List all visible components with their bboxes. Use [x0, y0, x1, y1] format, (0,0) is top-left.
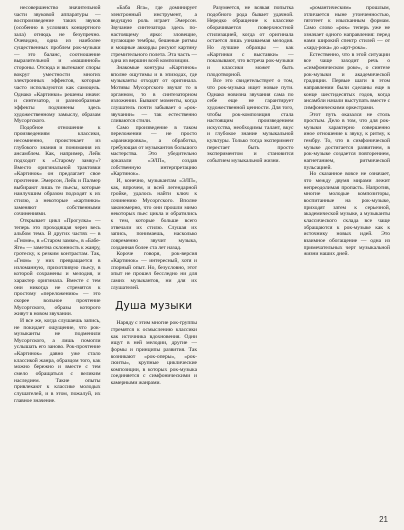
article-column-4 — [304, 5, 391, 507]
paragraph: Естественно, что в этой ситуации все чаще заходит речь о «симфоническом роке», о синтезе рок-музыки и академической традиции. Первые шаги в этом направлении были сделаны еще в конце шестидесятых годов, когда ансамбли начали выступать вместе с симфоническими оркестрами. — [303, 51, 390, 111]
article-column-3 — [207, 5, 294, 507]
paragraph: Но сказанное вовсе не означает, что между двумя мирами лежит непреодолимая пропасть. Напротив, многие молодые композиторы, воспитанные на рок-музыке, приходят затем к серьезной, академической музыке, а музыканты классического склада все чаще обращаются к рок-музыке как к источнику новых идей. Это взаимное обогащение — одна из примечательных черт музыкальной жизни наших дней. — [303, 171, 390, 258]
article-column-1 — [14, 5, 101, 507]
paragraph: Подобное отношение к произведениям классики, несомненно, проистекает из глубокого знания и понимания их ансамблем. Как, например, Лейк подходит к «Старому замку»? Вместо оригинальной трактовки «Картинок» он предлагает свое прочтение. Эмерсон, Лейк и Палмер выбирают лишь те пьесы, которые наилучшим образом подходят к их стилю, а некоторые «картинки» заменяют собственными сочинениями. — [14, 124, 101, 218]
page-number: 21 — [379, 515, 388, 524]
paragraph: Наряду с этим многие рок-группы стремятся к осмыслению классики как источника вдохновения. Одни ищут в ней мелодии, другие — формы и принципы развития. Так возникают «рок-оперы», «рок-сюиты», крупные циклические композиции, в которых рок-музыка соединяется с симфоническими и камерными жанрами. — [110, 320, 197, 387]
paragraph: Открывает цикл «Прогулка» — теперь это проходящая через весь альбом тема. В других частях — в «Гноме», в «Старом замке», в «Бабе-Яге» — заметна склонность к жанру, гротеску, к резким контрастам. Так, «Гном» у них превращается в изломанную, прихотливую пьесу, в которой сохранены и мелодия, и характер оригинала. Вместе с тем они никогда не стремятся к простому «переложению» — это скорее вольное прочтение Мусоргского, образы которого живут в новом звучании. — [14, 218, 101, 318]
paragraph: «романтическим» прошлым, отличается ныне утонченностью, тяготеет к изысканным формам. Само слово «рок» теперь уже не означает одного направления: перед нами широкий спектр стилей — от «хард-рока» до «арт-рока». — [303, 5, 390, 51]
paragraph: Разумеется, не всякая попытка подобного рода бывает удачной. Нередко обращение к классике оборачивается поверхностной стилизацией, когда от оригинала остается лишь узнаваемая мелодия. Но лучшие образцы — как «Картинки с выставки» — показывают, что встреча рок-музыки и классики может быть плодотворной. — [207, 5, 294, 78]
paragraph: Короче говоря, рок-версия «Картинок» — интересный, хотя и спорный опыт. Но, безусловно, этот опыт не прошел бесследно ни для самих музыкантов, ни для их слушателей. — [110, 251, 197, 291]
paragraph: Все это свидетельствует о том, что рок-музыка ищет новые пути. Однако новизна звучания сама по себе еще не гарантирует художественной ценности. Для того, чтобы рок-композиция стала настоящим произведением искусства, необходимы талант, вкус и глубокое знание музыкальной культуры. Только тогда эксперимент перестает быть просто экспериментом и становится событием музыкальной жизни. — [207, 78, 294, 165]
paragraph: И все же, когда слушаешь запись, не покидает ощущение, что рок-музыканты не подменили Мусоргского, а лишь помогли услышать его заново. Рок-прочтение «Картинок» давно уже стало классикой жанра, образцом того, как можно бережно и вместе с тем смело обращаться с великим наследием. Такие опыты привлекают к классике молодых слушателей, и в этом, пожалуй, их главное значение. — [14, 317, 101, 404]
paragraph: И, конечно, музыкантам «ЭЛП», как, впрочем, и всей легендарной тройке, удалось найти ключ к сочинению Мусоргского. Вполне закономерно, что они прошли мимо некоторых пьес цикла и обратились к тем, которые больше всего отвечали их стилю. Слушая их запись, понимаешь, насколько современно звучит музыка, созданная более ста лет назад. — [110, 178, 197, 251]
paragraph: Само произведение в таком переложении — не просто «аранжировка», а обработка, требующая от музыкантов большого мастерства. Это убедительно доказали «ЭЛП», создав собственную интерпретацию «Картинок». — [110, 124, 197, 178]
paragraph: Знакомые контуры «Картинок» вполне ощутимы и в эпизодах, где музыканты отходят от оригинала. Мотивы Мусоргского звучат то в органном, то в синтезаторном изложении. Бывают моменты, когда слушатель почти забывает о «рок-звучании» — так естественно сливаются стили. — [110, 64, 197, 125]
paragraph: «Баба Яга», где доминирует электронный инструмент, а ведущую роль играет Эмерсон. Звучание синтезатора здесь по-настоящему ярко: зловещие, пугающие тембры, бешеные ритмы и мощные аккорды рисуют картину стремительного полета. Эта часть — одна из вершин всей композиции. — [110, 5, 197, 65]
article-column-2 — [111, 5, 198, 507]
paragraph: несовершенство значительной части звуковой аппаратуры — воспроизведение таких звуков (особенно в условиях концертного зала) отнюдь не безупречно. Очевидно, одна из наиболее существенных проблем рок-музыки — это баланс, соотношение выразительной и «машинной» стороны. Отсюда и вытекают споры вокруг уместности многих электронных эффектов, которые часто используются как самоцель. Однако «Картинки» решены иначе: и синтезатор, и разнообразные эффекты подчинены здесь художественному замыслу, образам Мусоргского. — [14, 5, 101, 125]
section-heading: Душа музыки — [115, 300, 193, 313]
article-columns — [14, 5, 390, 507]
paragraph: Этот путь оказался не столь простым. Дело в том, что для рок-музыки характерно совершенно иное отношение к звуку, к ритму, к тембру. То, что в симфонической музыке достигается развитием, в рок-музыке создается повторением, нагнетанием, ритмической пульсацией. — [303, 111, 390, 171]
